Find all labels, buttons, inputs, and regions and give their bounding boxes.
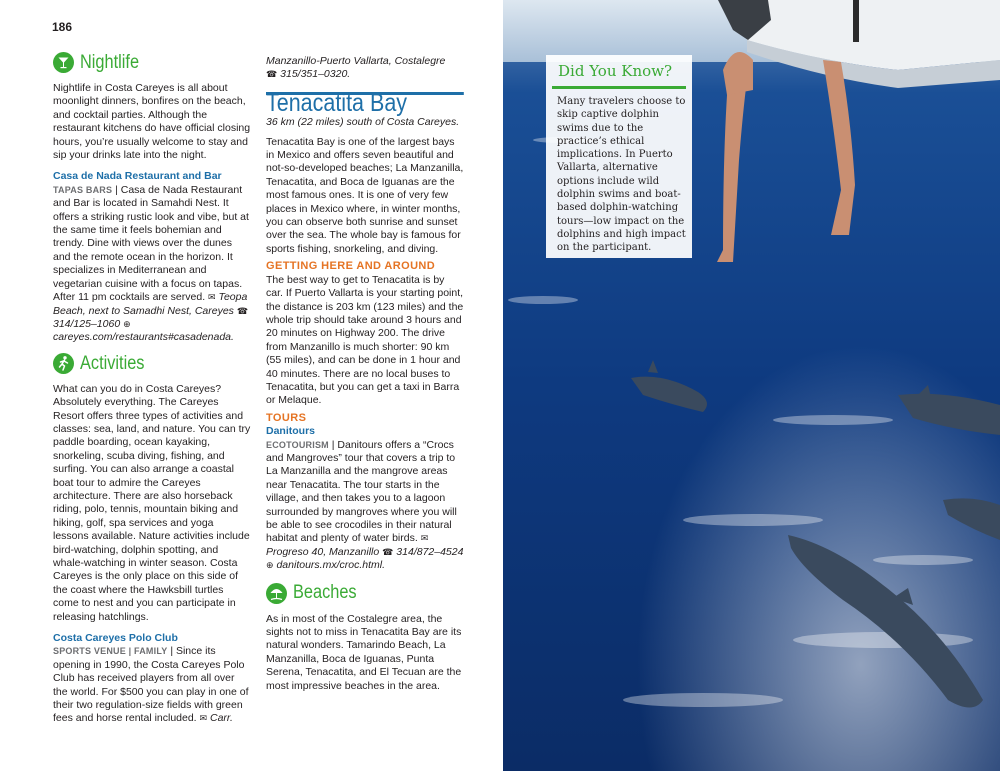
venue-website[interactable]: careyes.com/restaurants#casadenada. <box>53 331 234 344</box>
activities-title: Activities <box>80 352 145 374</box>
venue-phone: 314/125–1060 <box>53 317 121 330</box>
did-you-know-body: Many travelers choose to skip captive dolphin swims due to the practice’s ethical implications. In Puerto Vallarta, alternative options include wild dolphin swims and boat-based dolphin-watching tours—low impact on the dolphins and high impact on the participant. <box>557 96 686 254</box>
beaches-heading <box>266 583 464 604</box>
beaches-body: As in most of the Costalegre area, the sights not to miss in Tenacatita Bay are its natural wonders. Tamarindo Beach, La Manzanilla, Boca de Iguanas, Punta Serena, Tenacatita, and El Tecuan are the most impressive beaches in the area. <box>266 612 462 692</box>
beach-umbrella-icon <box>266 583 287 604</box>
nightlife-heading <box>53 52 251 73</box>
address-continued: Manzanillo-Puerto Vallarta, Costalegre <box>266 55 446 67</box>
mail-icon: ✉ <box>420 533 429 544</box>
tenacatita-body: Tenacatita Bay is one of the largest bays in Mexico and offers seven beautiful and not-so-developed beaches; La Manzanilla, Tenacatita, and Boca de Iguanas are the most famous ones. It is one of very few places in Mexico where, in winter months, you can observe both sunrise and sunset over the sea. The whole bay is famous for sports fishing, snorkeling, and diving. <box>266 135 464 255</box>
tenacatita-title: Tenacatita Bay <box>266 92 464 110</box>
web-icon: ⊕ <box>123 318 131 329</box>
tenacatita-distance: 36 km (22 miles) south of Costa Careyes. <box>266 116 460 129</box>
did-you-know-title: Did You Know? <box>558 62 673 80</box>
beaches-title: Beaches <box>293 582 357 604</box>
venue-address: Carr. <box>210 712 233 725</box>
cocktail-icon <box>53 52 74 73</box>
middle-column <box>266 55 464 693</box>
tour-entry-danitours: ECOTOURISM | Danitours offers a “Crocs and Mangroves” tour that covers a trip to La Manzanilla and the mangrove areas near Tenacatita. The tour starts in the village, and then takes you to a lagoon surrounded by mangroves where you will be able to see crocodiles in their natural habitat and plenty of water birds. ✉ Progreso 40, Manzanillo ☎ 314/872–4524 ⊕ danitours.mx/croc.html. <box>266 438 464 572</box>
tour-website[interactable]: danitours.mx/croc.html. <box>276 559 386 572</box>
tour-name-danitours: Danitours <box>266 425 316 438</box>
phone-icon: ☎ <box>266 69 278 80</box>
tours-heading: TOURS <box>266 411 307 424</box>
left-column <box>53 52 251 726</box>
venue-name-polo-club: Costa Careyes Polo Club <box>53 632 178 645</box>
tour-address: Progreso 40, Manzanillo <box>266 545 380 558</box>
getting-here-heading: GETTING HERE AND AROUND <box>266 260 436 273</box>
tour-tag: ECOTOURISM <box>266 439 329 450</box>
nightlife-intro: Nightlife in Costa Careyes is all about moonlight dinners, bonfires on the beach, and cocktail parties. Although the restaurant kitchens do have official closing hours, you’re usually welcome to stay and sip your drinks late into the night. <box>53 82 251 162</box>
polo-club-phone: 315/351–0320. <box>280 68 351 81</box>
tour-phone: 314/872–4524 <box>396 545 464 558</box>
did-you-know-rule <box>552 86 686 89</box>
activities-intro: What can you do in Costa Careyes? Absolutely everything. The Careyes Resort offers three types of activities and classes: sea, land, and nature. You can try paddle boarding, ocean kayaking, snorkeling, scuba diving, fishing, and surfing. You can also arrange a coastal boat tour to admire the Careyes architecture. There are also horseback riding, polo, tennis, mountain biking and hiking, golf, spa services and yoga lessons available. Nature activities include bird-watching, dolphin spotting, and whale-watching in winter season. Costa Careyes is the only place on this side of the coast where the Hawksbill turtles come to nest and you can participate in releasing hatchlings. <box>53 382 251 623</box>
polo-club-address-continued <box>266 55 464 82</box>
venue-description: Casa de Nada Restaurant and Bar is located in Samahdi Nest. It offers a striking rustic look and vibe, but at the same time it feels bohemian and trendy. Dine with views over the dunes and the remote ocean in the horizon. It specializes in Mediterranean and vegetarian cuisine with a focus on tapas. After 11 pm cocktails are served. <box>53 183 249 304</box>
phone-icon: ☎ <box>236 305 249 316</box>
getting-here-body: The best way to get to Tenacatita is by car. If Puerto Vallarta is your starting point, the distance is 203 km (123 miles) and the whole trip should take around 3 hours and 20 minutes on Highway 200. The drive from Manzanillo is much shorter: 90 km (55 miles), and can be done in 1 hour and 40 minutes. There are no local buses to Tenacatita, but you can get a taxi in Barra or Melaque. <box>266 273 464 407</box>
running-person-icon <box>53 353 74 374</box>
phone-icon: ☎ <box>382 546 394 557</box>
tour-description: Danitours offers a “Crocs and Mangroves” tour that covers a trip to La Manzanilla and the mangrove areas near Tenacatita. The tour starts in the village, and then takes you to a lagoon surrounded by mangroves where you will be able to see crocodiles in their natural habitat and plenty of water birds. <box>266 438 457 545</box>
venue-name-casa-de-nada: Casa de Nada Restaurant and Bar <box>53 170 222 183</box>
venue-entry-casa-de-nada: TAPAS BARS | Casa de Nada Restaurant and Bar is located in Samahdi Nest. It offers a striking rustic look and vibe, but at the same time it feels bohemian and trendy. Dine with views over the dunes and the remote ocean in the horizon. It specializes in Mediterranean and vegetarian cuisine with a focus on tapas. After 11 pm cocktails are served. ✉ Teopa Beach, next to Samadhi Nest, Careyes ☎ 314/125–1060 ⊕ careyes.com/restaurants#casadenada. <box>53 183 249 344</box>
activities-heading <box>53 353 251 374</box>
did-you-know-box <box>546 55 692 258</box>
venue-tag: TAPAS BARS <box>53 184 113 195</box>
mail-icon: ✉ <box>199 713 208 724</box>
nightlife-title: Nightlife <box>80 51 140 73</box>
venue-description: Since its opening in 1990, the Costa Careyes Polo Club has received players from all over the world. For $500 you can play in one of their two regulation-size fields with green fees and horse rental included. <box>53 645 249 725</box>
mail-icon: ✉ <box>208 292 216 303</box>
page-number: 186 <box>52 20 73 34</box>
web-icon: ⊕ <box>266 560 274 571</box>
venue-entry-polo-club: SPORTS VENUE | FAMILY | Since its opening in 1990, the Costa Careyes Polo Club has received players from all over the world. For $500 you can play in one of their two regulation-size fields with green fees and horse rental included. ✉ Carr. <box>53 645 249 725</box>
venue-address: Teopa Beach, next to Samadhi Nest, Careyes <box>53 291 248 317</box>
venue-tag: SPORTS VENUE | FAMILY <box>53 646 168 657</box>
